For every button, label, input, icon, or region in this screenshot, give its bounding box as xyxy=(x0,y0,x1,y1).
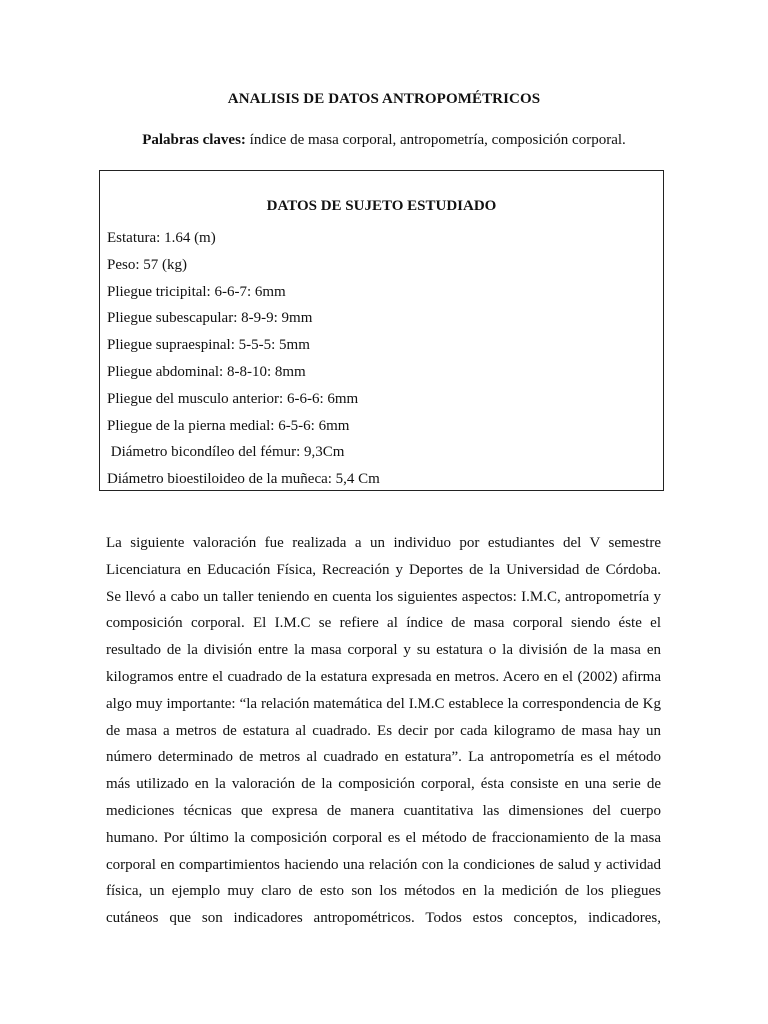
subject-data-item: Pliegue abdominal: 8-8-10: 8mm xyxy=(107,363,306,380)
keywords-line xyxy=(0,132,768,149)
paragraph-line: corporal en compartimientos haciendo una relación con la condiciones de salud y actividad xyxy=(106,856,661,873)
paragraph-line: número determinado de metros al cuadrado en estatura”. La antropometría es el método xyxy=(106,749,661,766)
paragraph-line: La siguiente valoración fue realizada a un individuo por estudiantes del V semestre xyxy=(106,535,661,551)
subject-data-item: Pliegue supraespinal: 5-5-5: 5mm xyxy=(107,337,310,354)
paragraph-line: resultado de la división entre la masa corporal y su estatura o la división de la masa en xyxy=(106,642,661,659)
paragraph-line: Licenciatura en Educación Física, Recreación y Deportes de la Universidad de Córdoba. xyxy=(106,561,661,578)
paragraph-line: cutáneos que son indicadores antropométricos. Todos estos conceptos, indicadores, xyxy=(106,910,661,927)
subject-data-box xyxy=(99,170,664,491)
paragraph-line: de masa a metros de estatura al cuadrado. Es decir por cada kilogramo de masa hay un xyxy=(106,722,661,739)
paragraph-line: mediciones técnicas que expresa de manera cuantitativa las dimensiones del cuerpo xyxy=(106,802,661,819)
subject-data-item: Diámetro bioestiloideo de la muñeca: 5,4 Cm xyxy=(107,471,380,488)
subject-data-item: Pliegue tricipital: 6-6-7: 6mm xyxy=(107,283,286,300)
subject-data-item: Pliegue de la pierna medial: 6-5-6: 6mm xyxy=(107,417,350,434)
paragraph-line: algo muy importante: “la relación matemática del I.M.C establece la correspondencia de Kg xyxy=(106,695,661,712)
subject-data-item: Pliegue subescapular: 8-9-9: 9mm xyxy=(107,310,313,327)
paragraph-line: más utilizado en la valoración de la composición corporal, ésta consiste en una serie de xyxy=(106,776,661,793)
subject-data-item: Diámetro bicondíleo del fémur: 9,3Cm xyxy=(107,444,345,461)
subject-data-item: Peso: 57 (kg) xyxy=(107,256,187,273)
subject-data-list xyxy=(107,225,380,493)
keywords-label: Palabras claves: xyxy=(142,132,246,148)
paragraph-line: humano. Por último la composición corporal es el método de fraccionamiento de la masa xyxy=(106,829,661,846)
paragraph-line: composición corporal. El I.M.C se refiere al índice de masa corporal siendo éste el xyxy=(106,615,661,632)
paragraph-line: física, un ejemplo muy claro de esto son los métodos en la medición de los pliegues xyxy=(106,883,661,900)
paragraph-line: kilogramos entre el cuadrado de la estatura expresada en metros. Acero en el (2002) afirma xyxy=(106,668,661,685)
subject-box-heading: DATOS DE SUJETO ESTUDIADO xyxy=(266,198,497,214)
keywords-text: índice de masa corporal, antropometría, composición corporal. xyxy=(245,132,626,148)
body-paragraph xyxy=(106,530,661,932)
document-title: ANALISIS DE DATOS ANTROPOMÉTRICOS xyxy=(227,91,541,107)
subject-data-item: Pliegue del musculo anterior: 6-6-6: 6mm xyxy=(107,390,359,407)
paragraph-line: Se llevó a cabo un taller teniendo en cuenta los siguientes aspectos: I.M.C, antropometría y xyxy=(106,588,661,605)
subject-data-item: Estatura: 1.64 (m) xyxy=(107,230,216,246)
